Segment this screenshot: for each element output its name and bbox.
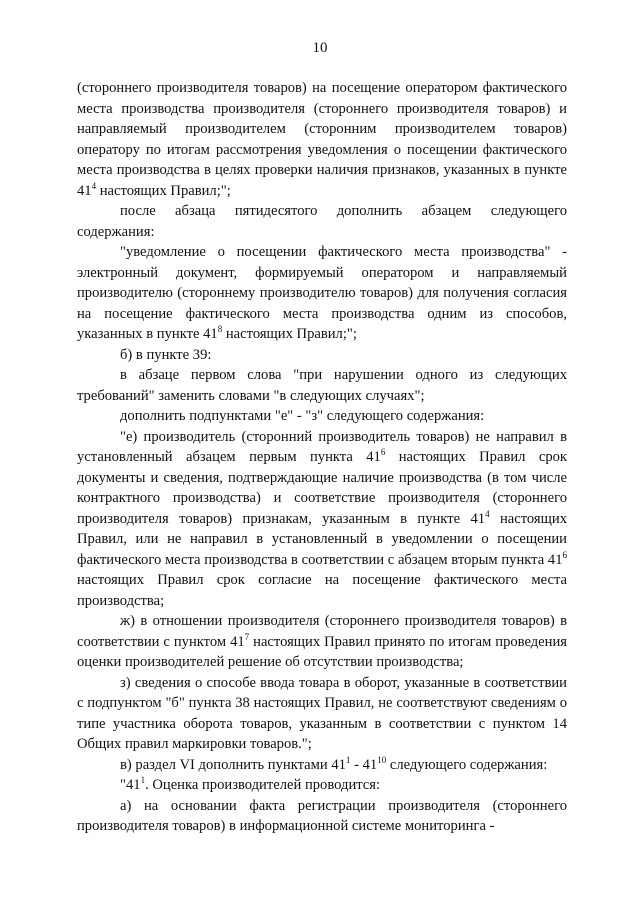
- text-run: настоящих Правил;";: [222, 326, 357, 342]
- text-run: в абзаце первом слова "при нарушении одного из следующих требований" заменить словами "в следующих случаях";: [77, 367, 567, 404]
- superscript: 4: [485, 508, 490, 519]
- text-run: настоящих Правил;";: [96, 182, 231, 199]
- paragraph: [77, 201, 567, 242]
- text-run: настоящих Правил срок документы и сведения, подтверждающие наличие производства (в том числе контрактного производства) и соответствие производителя (стороннего производителя товаров) признакам, указанным в пункте 41: [77, 449, 568, 527]
- paragraph: [77, 78, 567, 201]
- text-run: ж) в отношении производителя (стороннего производителя товаров) в соответствии с пунктом 41: [77, 613, 567, 650]
- paragraph: [77, 796, 567, 837]
- text-run: в) раздел VI дополнить пунктами 41: [120, 756, 346, 773]
- paragraph: [77, 242, 567, 345]
- text-run: "уведомление о посещении фактического места производства" - электронный документ, формируемый оператором и направляемый производителю (стороннему производителю товаров) для получения согласия на посещение фактического места производства одним из способов, указанных в пункте 41: [77, 244, 567, 342]
- text-run: "41: [120, 777, 141, 793]
- text-run: настоящих Правил принято по итогам проведения оценки производителей решение об отсутствии производства;: [77, 633, 567, 670]
- text-run: б) в пункте 39:: [120, 346, 212, 363]
- paragraph: [77, 755, 567, 776]
- superscript: 4: [91, 180, 97, 191]
- paragraph: [77, 775, 567, 796]
- paragraph: [77, 611, 567, 673]
- text-run: а) на основании факта регистрации производителя (стороннего производителя товаров) в информационной системе мониторинга -: [77, 797, 567, 834]
- paragraph: [77, 406, 567, 427]
- superscript: 1: [140, 775, 146, 785]
- paragraph: [77, 427, 567, 612]
- text-run: дополнить подпунктами "е" - "з" следующего содержания:: [120, 408, 485, 424]
- text-run: настоящих Правил, или не направил в установленный в уведомлении о посещении фактического места производства в соответствии с абзацем вторым пункта 41: [77, 510, 567, 568]
- paragraph: [77, 365, 567, 406]
- superscript: 8: [217, 324, 223, 334]
- superscript: 7: [244, 631, 250, 642]
- text-run: (стороннего производителя товаров) на посещение оператором фактического места производства производителя (стороннего производителя товаров) и направляемый производителем (сторонним производителем товаров) оператору по итогам рассмотрения уведомления о посещении фактического места производства в целях проверки наличия признаков, указанных в пункте 41: [77, 80, 567, 199]
- page-number: 10: [312, 40, 328, 56]
- superscript: 10: [377, 754, 387, 765]
- superscript: 6: [562, 549, 567, 560]
- document-body: [77, 78, 567, 837]
- text-run: з) сведения о способе ввода товара в оборот, указанные в соответствии с подпунктом "б" пункта 38 настоящих Правил, не соответствуют сведениям о типе участника оборота товаров, указанным в соответствии с пунктом 14 Общих правил маркировки товаров.";: [77, 674, 567, 752]
- text-run: . Оценка производителей проводится:: [145, 777, 381, 793]
- text-run: настоящих Правил срок согласие на посещение фактического места производства;: [77, 572, 567, 609]
- paragraph: [77, 673, 567, 755]
- superscript: 6: [380, 447, 386, 457]
- text-run: - 41: [350, 756, 378, 773]
- text-run: после абзаца пятидесятого дополнить абзацем следующего содержания:: [77, 203, 567, 240]
- text-run: следующего содержания:: [386, 756, 548, 773]
- text-run: "е) производитель (сторонний производитель товаров) не направил в установленный абзацем первым пункта 41: [77, 428, 567, 465]
- paragraph: [77, 345, 567, 366]
- superscript: 1: [345, 754, 351, 765]
